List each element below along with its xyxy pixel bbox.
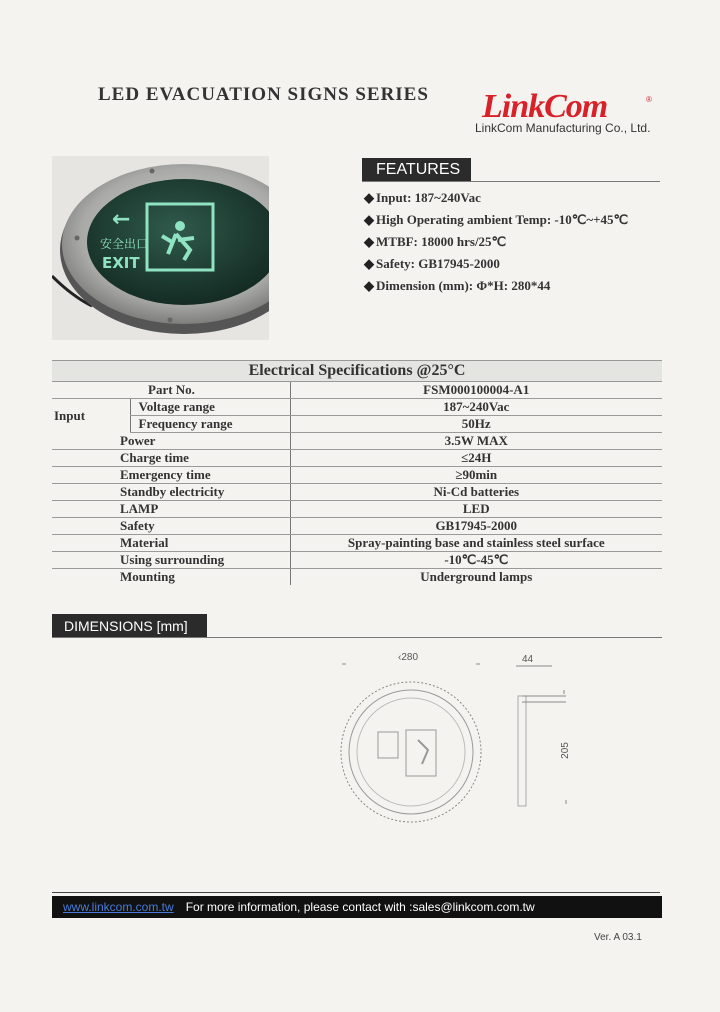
spec-label: Emergency time	[52, 467, 290, 484]
diamond-bullet-icon: ◆	[364, 190, 374, 205]
table-row	[52, 518, 662, 535]
feature-text: MTBF: 18000 hrs/25℃	[376, 234, 507, 249]
spec-label: Voltage range	[130, 399, 290, 416]
spec-label: Part No.	[52, 382, 290, 399]
spec-value: -10℃-45℃	[290, 552, 662, 569]
product-photo	[52, 156, 269, 340]
company-name: LinkCom Manufacturing Co., Ltd.	[475, 121, 651, 135]
dimensions-divider	[52, 637, 662, 638]
diamond-bullet-icon: ◆	[364, 256, 374, 271]
diamond-bullet-icon: ◆	[364, 234, 374, 249]
feature-item	[364, 212, 628, 228]
spec-value: Ni-Cd batteries	[290, 484, 662, 501]
contact-message: For more information, please contact with :sales@linkcom.com.tw	[185, 900, 535, 914]
table-row	[52, 501, 662, 518]
table-row	[52, 535, 662, 552]
features-divider	[362, 181, 660, 182]
side-label: 205	[559, 742, 571, 759]
spec-value: Spray-painting base and stainless steel surface	[290, 535, 662, 552]
spec-value: GB17945-2000	[290, 518, 662, 535]
spec-label: Mounting	[120, 569, 175, 584]
feature-item	[364, 278, 550, 294]
height-label: 44	[522, 654, 534, 665]
spec-value: 50Hz	[290, 416, 662, 433]
dimensions-heading: DIMENSIONS [mm]	[52, 614, 207, 638]
spec-label: Frequency range	[130, 416, 290, 433]
table-row	[52, 399, 662, 416]
footer-divider	[52, 892, 660, 893]
spec-label: LAMP	[52, 501, 290, 518]
table-row	[52, 433, 662, 450]
input-label: Input	[54, 407, 86, 423]
feature-text: Dimension (mm): Φ*H: 280*44	[376, 278, 551, 293]
table-row	[52, 416, 662, 433]
table-row	[52, 552, 662, 569]
spec-value: FSM000100004-A1	[290, 382, 662, 399]
feature-item	[364, 190, 481, 206]
feature-item	[364, 256, 500, 272]
spec-table-title: Electrical Specifications @25°C	[52, 361, 662, 382]
spec-label: Safety	[52, 518, 290, 535]
spec-label: Material	[52, 535, 290, 552]
spec-value: 3.5W MAX	[290, 433, 662, 450]
table-row	[52, 382, 662, 399]
spec-value: LED	[290, 501, 662, 518]
spec-label: Power	[52, 433, 290, 450]
table-row	[52, 569, 662, 586]
website-link[interactable]: www.linkcom.com.tw	[63, 900, 174, 914]
spec-value: ≤24H	[290, 450, 662, 467]
version-label: Ver. A 03.1	[594, 932, 642, 943]
spec-label: Using surrounding	[52, 552, 290, 569]
feature-item	[364, 234, 506, 250]
spec-label: Charge time	[52, 450, 290, 467]
feature-text: High Operating ambient Temp: -10℃~+45℃	[376, 212, 629, 227]
spec-value: 187~240Vac	[290, 399, 662, 416]
diameter-label: ‹280	[398, 652, 419, 663]
table-row	[52, 450, 662, 467]
spec-value: ≥90min	[290, 467, 662, 484]
chinese-exit-text: 安全出口	[100, 237, 149, 251]
feature-text: Safety: GB17945-2000	[376, 256, 500, 271]
linkcom-logo: LinkCom	[482, 88, 608, 125]
dimension-drawing	[330, 650, 590, 830]
arrow-icon: ←	[112, 207, 131, 232]
table-row	[52, 484, 662, 501]
features-heading: FEATURES	[362, 158, 471, 182]
table-row	[52, 467, 662, 484]
spec-label: Standby electricity	[52, 484, 290, 501]
diamond-bullet-icon: ◆	[364, 278, 374, 293]
footer-bar	[52, 896, 662, 918]
electrical-spec-table	[52, 360, 662, 585]
diamond-bullet-icon: ◆	[364, 212, 374, 227]
document-title: LED EVACUATION SIGNS SERIES	[98, 84, 429, 105]
feature-text: Input: 187~240Vac	[376, 190, 481, 205]
spec-value: Underground lamps	[290, 569, 662, 586]
registered-mark: ®	[646, 95, 652, 104]
exit-text: EXIT	[102, 254, 140, 272]
